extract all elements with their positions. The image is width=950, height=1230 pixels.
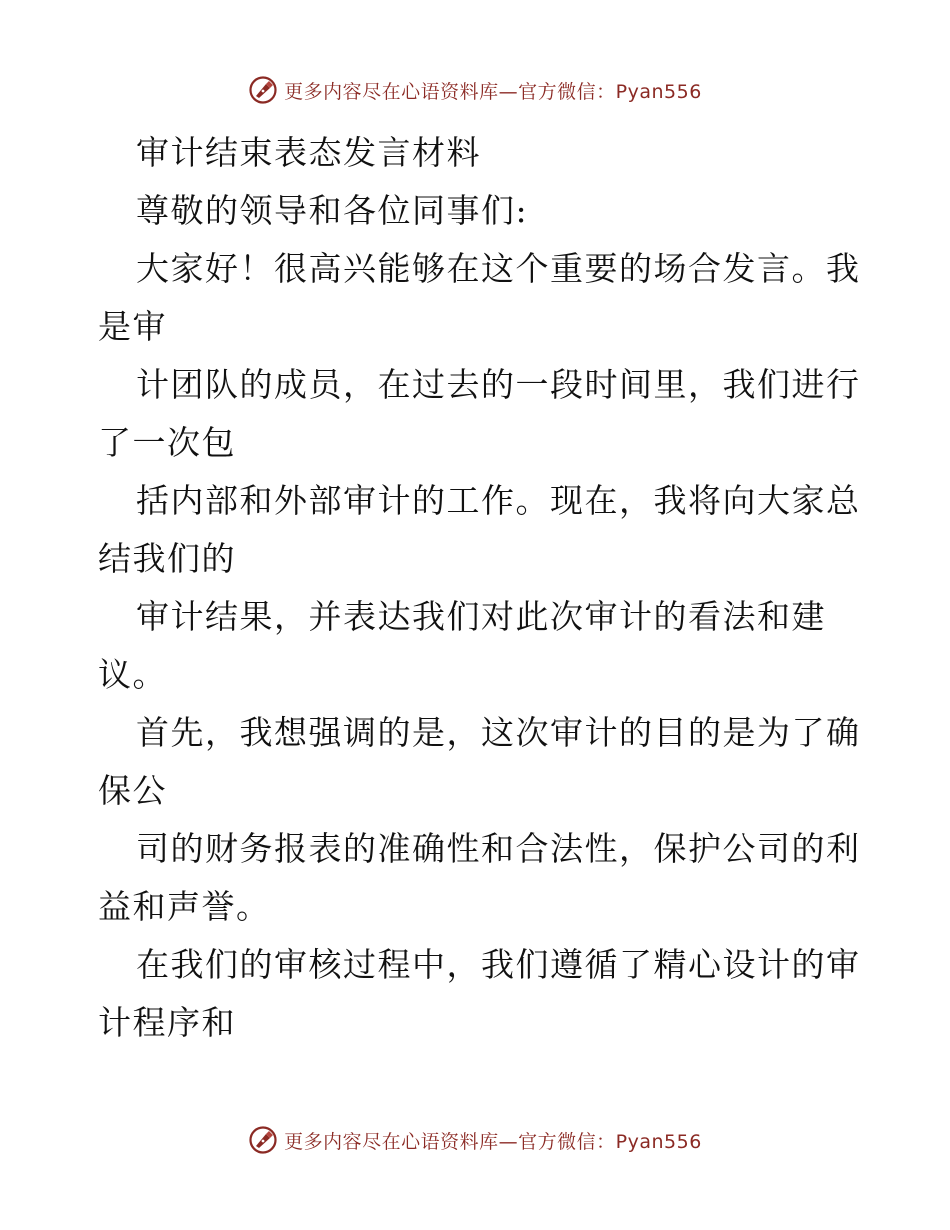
doc-title: 审计结束表态发言材料 [136,133,481,172]
paragraph-line: 计程序和 [98,1003,236,1042]
paragraph-line: 大家好！很高兴能够在这个重要的场合发言。我 [136,249,861,288]
paragraph-line: 司的财务报表的准确性和合法性，保护公司的利 [136,829,861,868]
pen-nib-circle-icon [248,75,278,105]
banner-text: 更多内容尽在心语资料库—官方微信：Pyan556 [284,80,702,103]
paragraph-line: 计团队的成员，在过去的一段时间里，我们进行 [136,365,861,404]
paragraph-line: 结我们的 [98,539,236,578]
paragraph-line: 是审 [98,307,167,346]
paragraph-line: 括内部和外部审计的工作。现在，我将向大家总 [136,481,861,520]
document-body [98,124,861,1052]
paragraph-line: 在我们的审核过程中，我们遵循了精心设计的审 [136,945,861,984]
paragraph-line: 审计结果，并表达我们对此次审计的看法和建 [136,597,826,636]
paragraph-line: 首先，我想强调的是，这次审计的目的是为了确 [136,713,861,752]
paragraph-line: 保公 [98,771,167,810]
salutation: 尊敬的领导和各位同事们: [136,191,529,230]
pen-nib-circle-icon [248,1125,278,1155]
banner-text: 更多内容尽在心语资料库—官方微信：Pyan556 [284,1130,702,1153]
footer-banner [0,1122,950,1158]
paragraph-line: 益和声誉。 [98,887,271,926]
paragraph-line: 议。 [98,655,167,694]
paragraph-line: 了一次包 [98,423,236,462]
header-banner [0,72,950,108]
